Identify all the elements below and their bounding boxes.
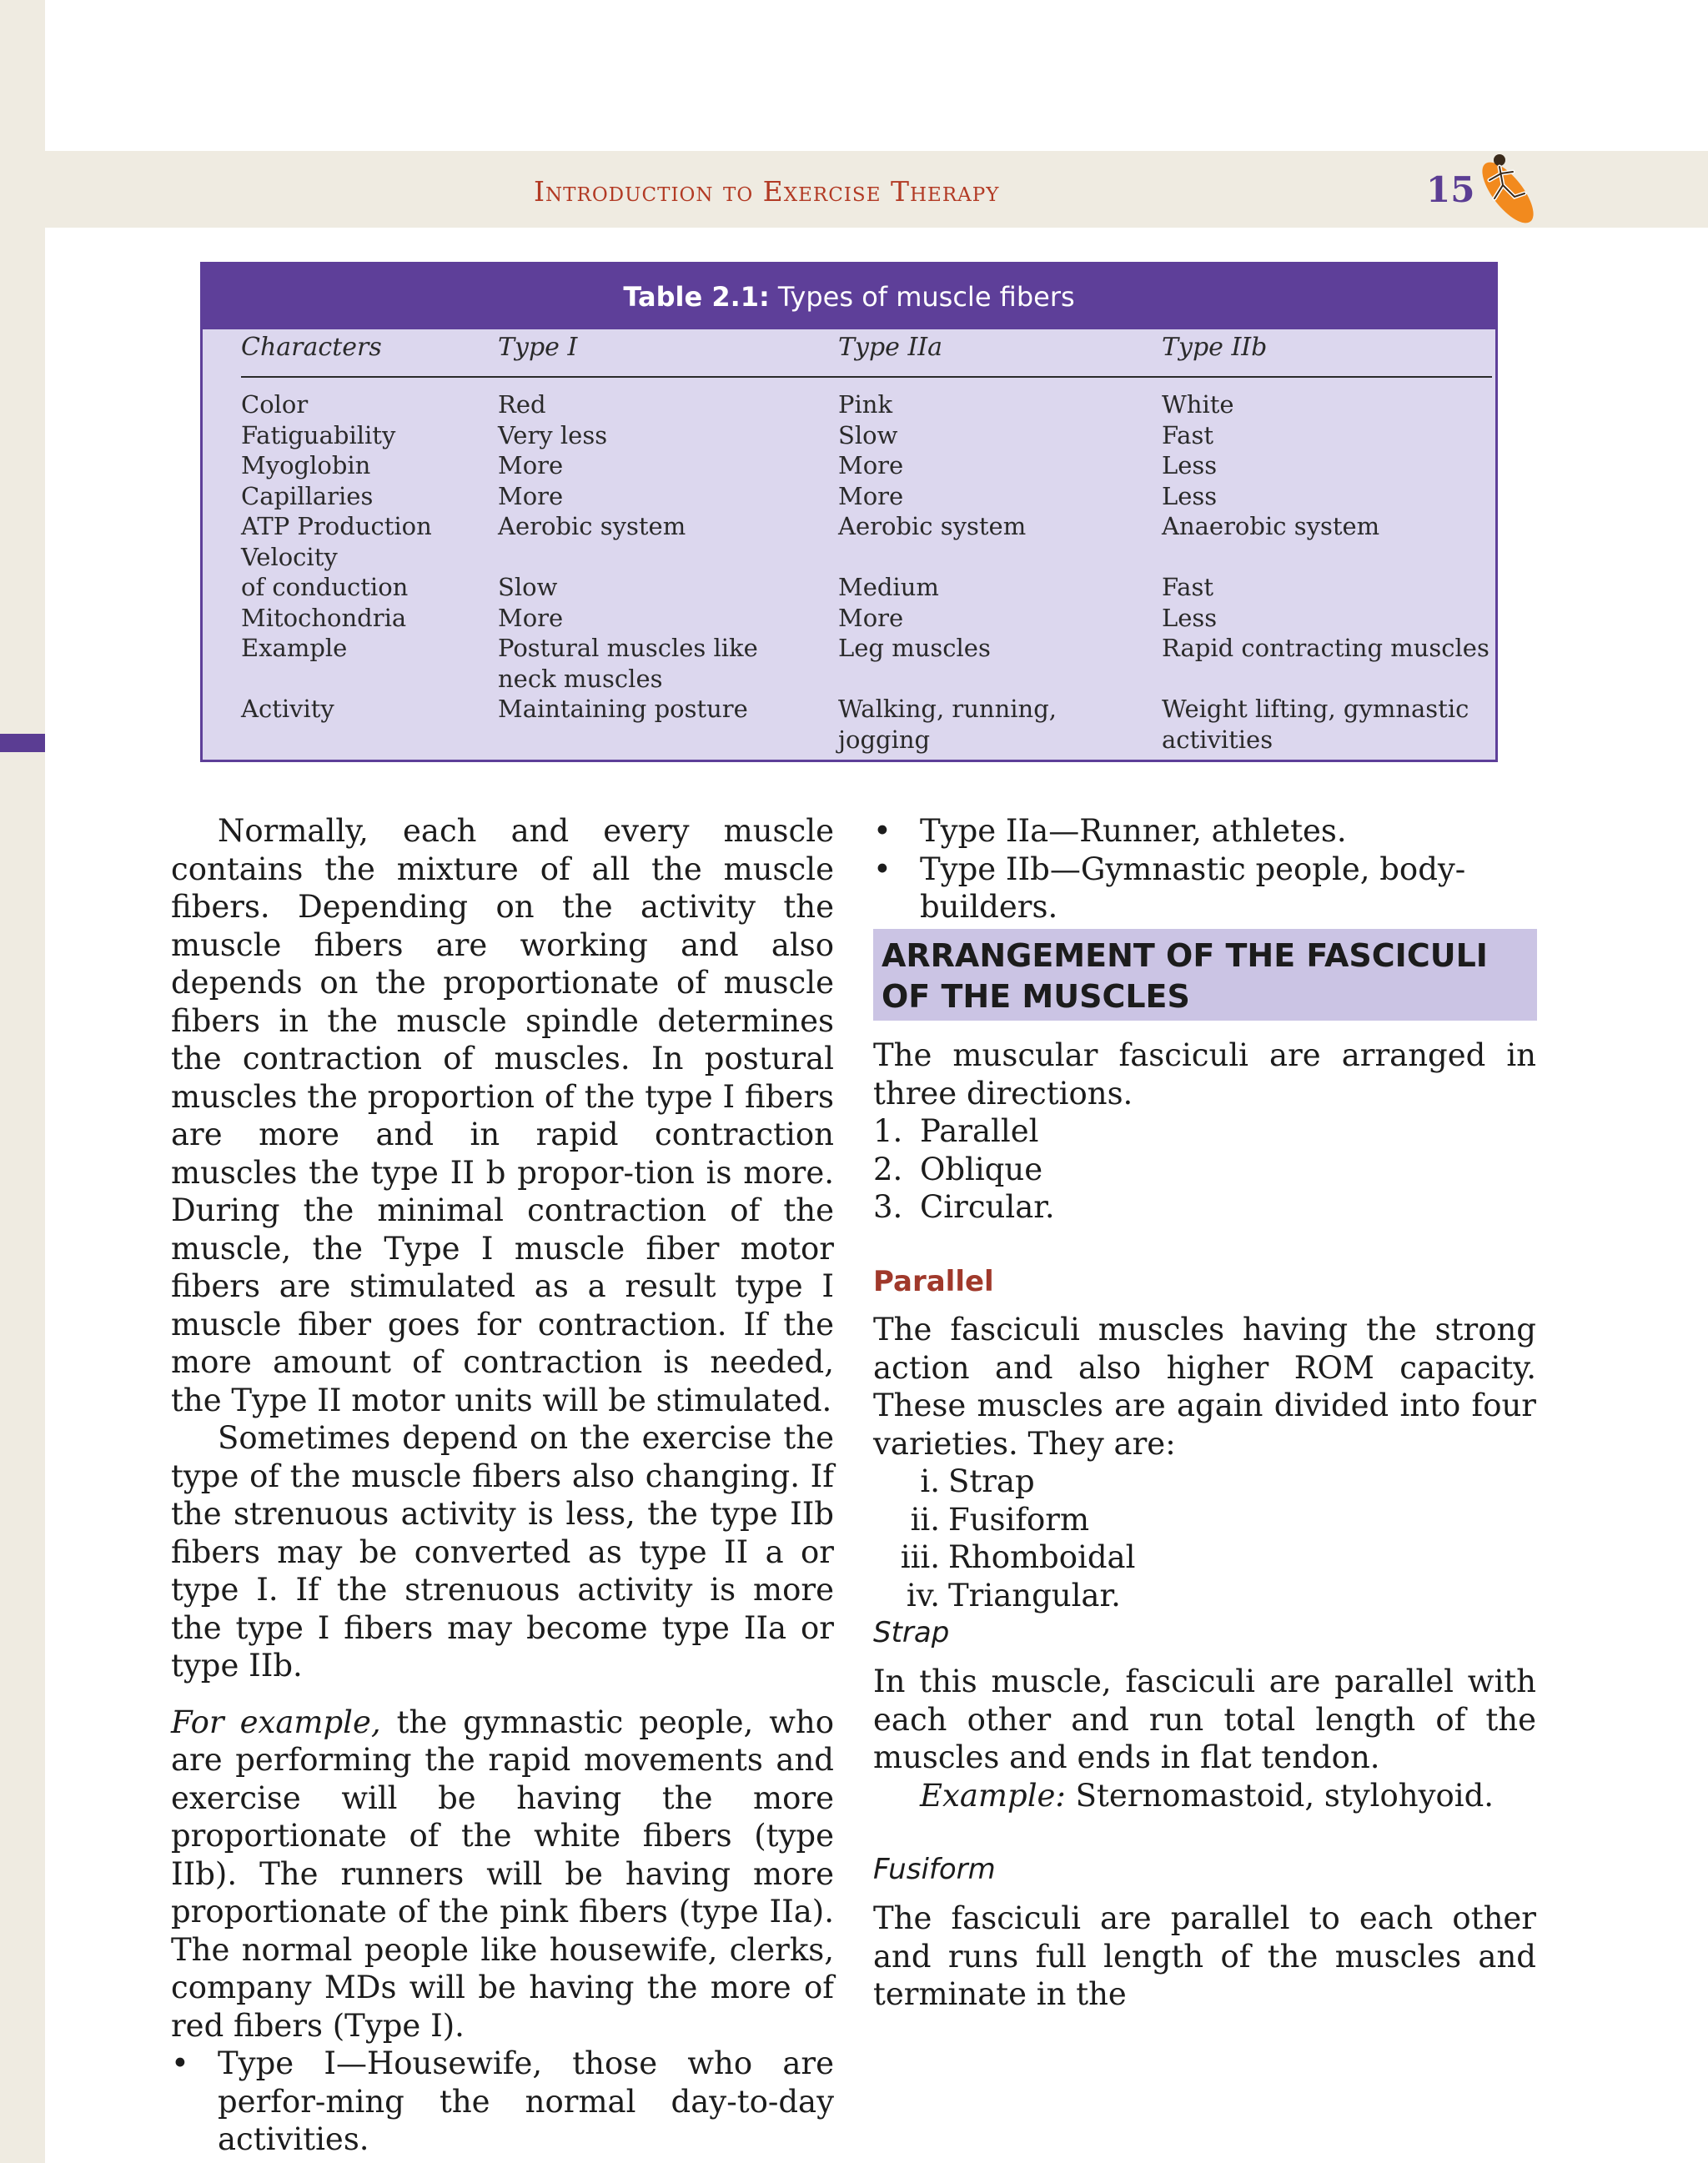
table-cell-type-iib: Fast [1162, 420, 1213, 449]
table-cell-type-i: More [498, 481, 564, 510]
right-column-fusiform [873, 1900, 1536, 2014]
strap-example-label: Example: [920, 1777, 1066, 1814]
table-cell-type-iib: White [1162, 390, 1234, 419]
right-column-bullets [873, 812, 1536, 926]
column-header-characters: Characters [241, 333, 382, 362]
fusiform-heading: Fusiform [873, 1853, 996, 1886]
paragraph-example [171, 1704, 834, 2045]
variety-number: iii. [900, 1539, 940, 1575]
arrangement-intro: The muscular fasciculi are arranged in three directions. [873, 1037, 1536, 1112]
table-cell-characters: of conduction [241, 573, 409, 601]
table-cell-type-i: Postural muscles like [498, 634, 758, 662]
table-cell-type-iib: Fast [1162, 573, 1213, 601]
table-cell-characters: ATP Production [241, 512, 432, 540]
bullet-icon: • [171, 2045, 189, 2081]
bullet-type-iia-text: Type IIa—Runner, athletes. [920, 813, 1347, 849]
direction-number: 2. [873, 1151, 903, 1187]
table-cell-characters: Myoglobin [241, 451, 371, 479]
table-cell-type-i: Slow [498, 573, 558, 601]
table-cell-type-iia: Leg muscles [838, 634, 991, 662]
table-cell-type-i: Red [498, 390, 546, 419]
table-cell-type-iib: Weight lifting, gymnastic [1162, 695, 1469, 723]
table-cell-characters: Activity [241, 695, 334, 723]
right-column-parallel [873, 1311, 1536, 1614]
example-label: For example, [171, 1704, 381, 1740]
direction-text: Parallel [920, 1113, 1039, 1149]
parallel-paragraph: The fasciculi muscles having the strong action and also higher ROM capacity. These muscles are again divided into four varieties. They are: [873, 1312, 1536, 1462]
bullet-type-i [171, 2045, 834, 2159]
section-title: ARRANGEMENT OF THE FASCICULI OF THE MUSCLES [882, 937, 1488, 1015]
table-cell-type-iib: Less [1162, 481, 1218, 510]
page-number: 15 [1426, 169, 1475, 210]
table-cell-characters: Mitochondria [241, 603, 407, 632]
direction-number: 1. [873, 1113, 903, 1149]
table-cell-type-iib: activities [1162, 725, 1273, 754]
bullet-icon: • [873, 813, 892, 849]
direction-text: Circular. [920, 1189, 1055, 1225]
variety-number: ii. [910, 1501, 940, 1538]
strap-heading: Strap [873, 1616, 950, 1649]
right-column-strap [873, 1663, 1536, 1814]
running-figure-icon [1466, 147, 1546, 230]
table-cell-type-iia: Pink [838, 390, 893, 419]
section-heading-band [873, 929, 1537, 1021]
direction-item [873, 1188, 1536, 1227]
muscle-fiber-table [200, 262, 1498, 762]
table-cell-type-i: More [498, 603, 564, 632]
fusiform-paragraph: The fasciculi are parallel to each other and runs full length of the muscles and terminate in the [873, 1900, 1536, 2012]
table-cell-type-iia: Slow [838, 420, 898, 449]
table-cell-characters: Example [241, 634, 348, 662]
table-header-rule [241, 376, 1492, 378]
table-caption [203, 264, 1495, 329]
variety-item [873, 1577, 1536, 1615]
left-column [171, 812, 834, 2159]
table-cell-type-iia: More [838, 603, 904, 632]
table-cell-type-i: Very less [498, 420, 608, 449]
column-header-type-iib: Type IIb [1162, 333, 1268, 362]
bullet-type-iib-text: Type IIb—Gymnastic people, body-builders. [920, 851, 1466, 925]
chapter-tab-marker [0, 734, 45, 752]
table-cell-characters: Capillaries [241, 481, 374, 510]
variety-number: i. [920, 1463, 940, 1499]
bullet-type-iia [873, 812, 1536, 851]
variety-item [873, 1463, 1536, 1501]
variety-item [873, 1538, 1536, 1577]
column-header-type-iia: Type IIa [838, 333, 943, 362]
variety-text: Strap [948, 1463, 1035, 1499]
direction-text: Oblique [920, 1151, 1043, 1187]
table-cell-type-iia: Walking, running, [838, 695, 1057, 723]
column-header-type-i: Type I [498, 333, 578, 362]
paragraph-fiber-conversion: Sometimes depend on the exercise the type of the muscle fibers also changing. If the strenuous activity is less, the type IIb fibers may be converted as type II a or type I. If the strenuous activity is more the type I fibers may become type IIa or type IIb. [171, 1420, 834, 1684]
table-cell-type-iib: Less [1162, 603, 1218, 632]
table-cell-type-iia: More [838, 451, 904, 479]
table-cell-type-iib: Rapid contracting muscles [1162, 634, 1489, 662]
variety-item [873, 1501, 1536, 1539]
table-caption-text: Types of muscle fibers [777, 281, 1075, 313]
varieties-list [873, 1463, 1536, 1614]
bullet-icon: • [873, 851, 892, 887]
bullet-type-iib [873, 851, 1536, 926]
table-cell-type-iia: Medium [838, 573, 939, 601]
parallel-heading: Parallel [873, 1265, 994, 1298]
table-cell-type-i: Aerobic system [498, 512, 686, 540]
strap-example [873, 1777, 1536, 1815]
variety-text: Triangular. [948, 1577, 1121, 1613]
table-cell-characters: Color [241, 390, 309, 419]
table-cell-characters: Fatiguability [241, 420, 396, 449]
table-cell-type-iia: jogging [838, 725, 931, 754]
table-cell-type-iia: Aerobic system [838, 512, 1027, 540]
right-column-arrangement [873, 1036, 1536, 1227]
variety-text: Fusiform [948, 1501, 1090, 1538]
table-cell-type-iib: Less [1162, 451, 1218, 479]
variety-text: Rhomboidal [948, 1539, 1136, 1575]
bullet-type-i-text: Type I—Housewife, those who are perfor-ming the normal day-to-day activities. [218, 2045, 834, 2157]
direction-number: 3. [873, 1189, 903, 1225]
table-cell-characters: Velocity [241, 542, 338, 571]
left-margin-strip [0, 0, 45, 2163]
paragraph-muscle-mixture: Normally, each and every muscle contains the mixture of all the muscle fibers. Depending on the activity the muscle fibers are working and also depends on the proportionate of muscle fibers in the muscle spindle determines the contraction of muscles. In postural muscles the proportion of the type I fibers are more and in rapid contraction muscles the type II b propor-tion is more. During the minimal contraction of the muscle, the Type I muscle fiber motor fibers are stimulated as a result type I muscle fiber goes for contraction. If the more amount of contraction is needed, the Type II motor units will be stimulated. [171, 813, 834, 1418]
table-cell-type-i: Maintaining posture [498, 695, 748, 723]
table-cell-type-iia: More [838, 481, 904, 510]
table-cell-type-i: neck muscles [498, 664, 663, 693]
running-title: Introduction to Exercise Therapy [534, 175, 1000, 208]
strap-example-text: Sternomastoid, stylohyoid. [1065, 1777, 1494, 1814]
direction-item [873, 1151, 1536, 1189]
table-cell-type-i: More [498, 451, 564, 479]
direction-item [873, 1112, 1536, 1151]
variety-number: iv. [906, 1577, 940, 1613]
table-cell-type-iib: Anaerobic system [1162, 512, 1380, 540]
directions-list [873, 1112, 1536, 1227]
example-text: the gymnastic people, who are performing the rapid movements and exercise will be having the more proportionate of the white fibers (type IIb). The runners will be having more proportionate of the pink fibers (type IIa). The normal people like housewife, clerks, company MDs will be having the more of red fibers (Type I). [171, 1704, 834, 2044]
strap-paragraph: In this muscle, fasciculi are parallel with each other and run total length of the muscles and ends in flat tendon. [873, 1664, 1536, 1775]
table-caption-label: Table 2.1: [623, 281, 770, 313]
